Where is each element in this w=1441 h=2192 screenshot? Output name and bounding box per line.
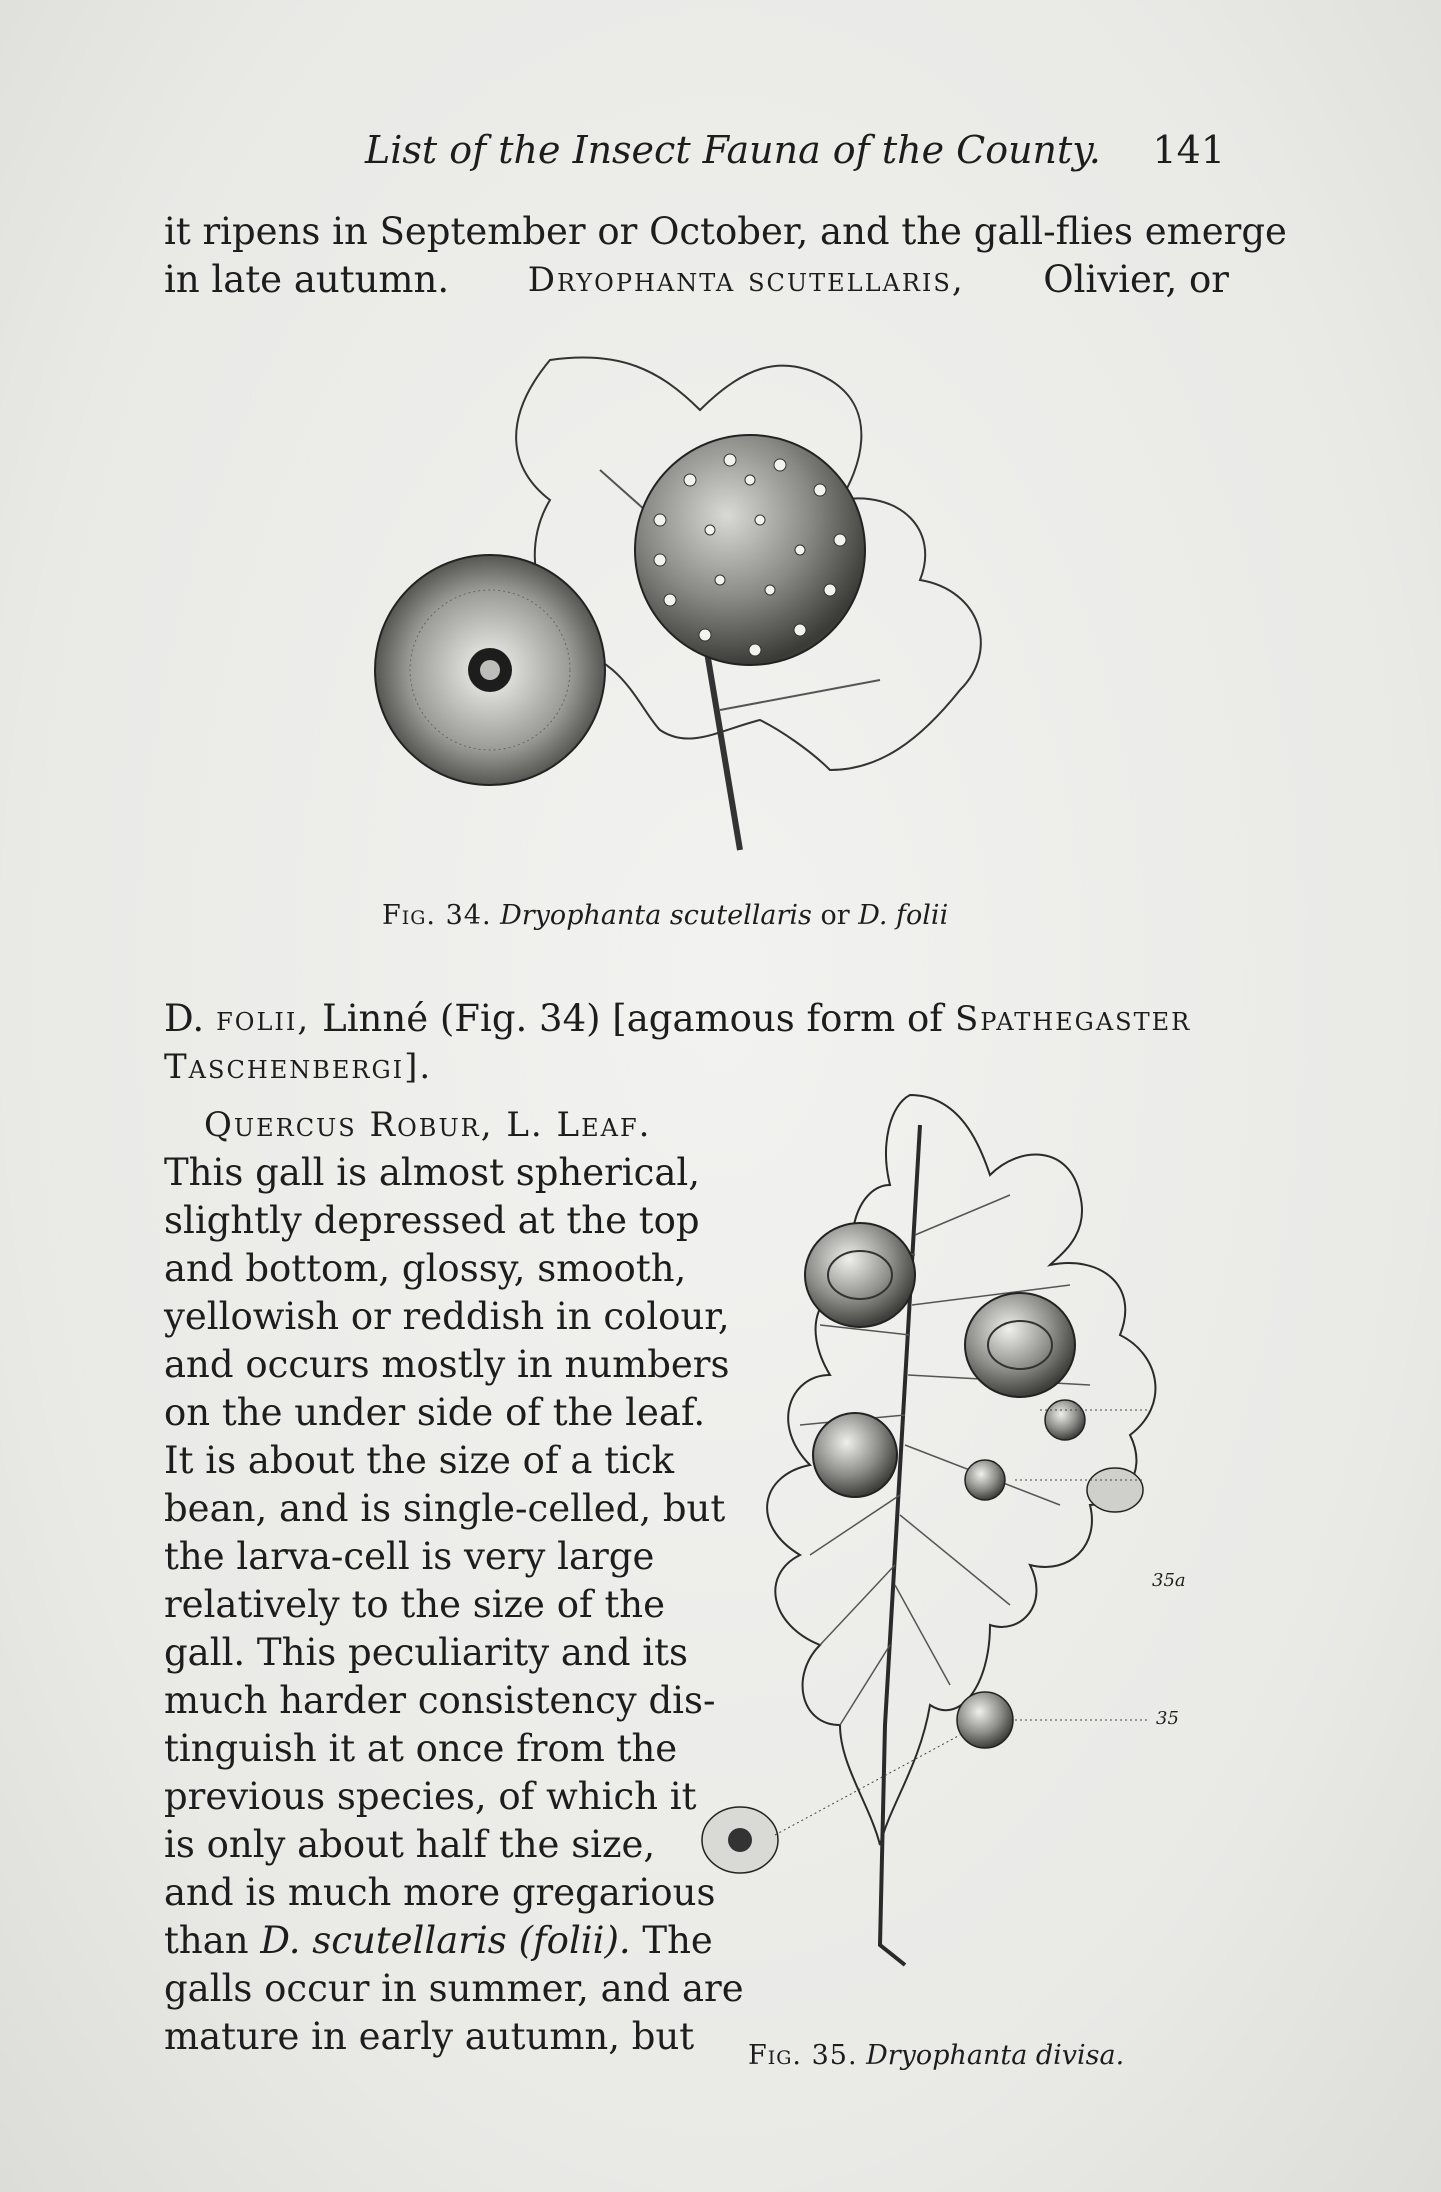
para2-line: galls occur in summer, and are: [164, 1967, 744, 2010]
intro-line-2-pre: in late autumn.: [164, 258, 450, 301]
label-35a: 35a: [1152, 1570, 1186, 1591]
running-title: List of the Insect Fauna of the County.: [365, 128, 1101, 172]
para2-folii-italic: (folii).: [518, 1919, 631, 1962]
gall-35: [957, 1692, 1013, 1748]
figure-34-species-2: D. folii: [858, 900, 949, 931]
intro-line-2: [164, 256, 1229, 304]
para2-line: It is about the size of a tick: [164, 1439, 675, 1482]
para2-the: The: [642, 1919, 713, 1962]
para2-line: and bottom, glossy, smooth,: [164, 1247, 687, 1290]
figure-34-species: Dryophanta scutellaris: [500, 900, 812, 931]
galls-cluster: [702, 1223, 1143, 1873]
para2-line-1: [164, 1100, 664, 1149]
figure-34-illustration: [360, 350, 1020, 890]
para2-line: mature in early autumn, but: [164, 2015, 695, 2058]
host-plant: Quercus Robur, L. Leaf.: [204, 1105, 652, 1145]
gall-small-1: [1045, 1400, 1085, 1440]
running-head: [160, 120, 1225, 180]
genus-name-dryophanta: Dryophanta scutellaris,: [527, 260, 965, 300]
para1-genus-abbrev: D.: [164, 997, 205, 1040]
para2-line: the larva-cell is very large: [164, 1535, 655, 1578]
spherical-gall: [635, 435, 865, 665]
para1-species: folii,: [216, 999, 311, 1039]
figure-35-caption: [748, 2040, 1124, 2071]
paragraph-description: [164, 1100, 744, 2061]
page-number: 141: [1152, 128, 1225, 172]
para2-line: yellowish or reddish in colour,: [164, 1295, 730, 1338]
gall-large-2: [965, 1293, 1075, 1397]
para1-genus-spathegaster: Spathegaster: [954, 999, 1192, 1039]
gall-smooth: [813, 1413, 897, 1497]
intro-line-2-post: Olivier, or: [1043, 258, 1229, 301]
para2-line: relatively to the size of the: [164, 1583, 666, 1626]
para2-line-18: [164, 1917, 713, 1965]
paragraph-folii: [164, 995, 1229, 1091]
figure-34-label: Fig. 34.: [382, 900, 492, 931]
para2-line: previous species, of which it: [164, 1775, 697, 1818]
para1-line-1: [164, 995, 1229, 1043]
para2-line: tinguish it at once from the: [164, 1727, 678, 1770]
figure-34-or: or: [820, 900, 850, 931]
para1-authority: Linné (Fig. 34) [agamous form of: [322, 997, 943, 1040]
figure-35-label: Fig. 35.: [748, 2040, 858, 2071]
para2-line: bean, and is single-celled, but: [164, 1487, 726, 1530]
para2-line: This gall is almost spherical,: [164, 1151, 701, 1194]
leader-line-section: [775, 1735, 960, 1835]
para2-line: on the under side of the leaf.: [164, 1391, 706, 1434]
para2-line: much harder consistency dis-: [164, 1679, 716, 1722]
gall-small-2: [965, 1460, 1005, 1500]
intro-line-1: it ripens in September or October, and the gall-flies emerge: [164, 210, 1287, 253]
figure-34-caption: [382, 900, 948, 931]
para2-line: and is much more gregarious: [164, 1871, 716, 1914]
figure-35-species: Dryophanta divisa.: [866, 2040, 1125, 2071]
para2-line: is only about half the size,: [164, 1823, 656, 1866]
para2-species-italic: D. scutellaris: [260, 1919, 507, 1962]
para2-line: slightly depressed at the top: [164, 1199, 700, 1242]
para2-line: and occurs mostly in numbers: [164, 1343, 730, 1386]
para2-line: gall. This peculiarity and its: [164, 1631, 688, 1674]
para1-line-2: Taschenbergi].: [164, 1047, 433, 1087]
label-35: 35: [1156, 1708, 1179, 1729]
gall-35a-section: [1087, 1468, 1143, 1512]
gall-large-1: [805, 1223, 915, 1327]
para2-than: than: [164, 1919, 249, 1962]
intro-paragraph: [164, 208, 1287, 304]
